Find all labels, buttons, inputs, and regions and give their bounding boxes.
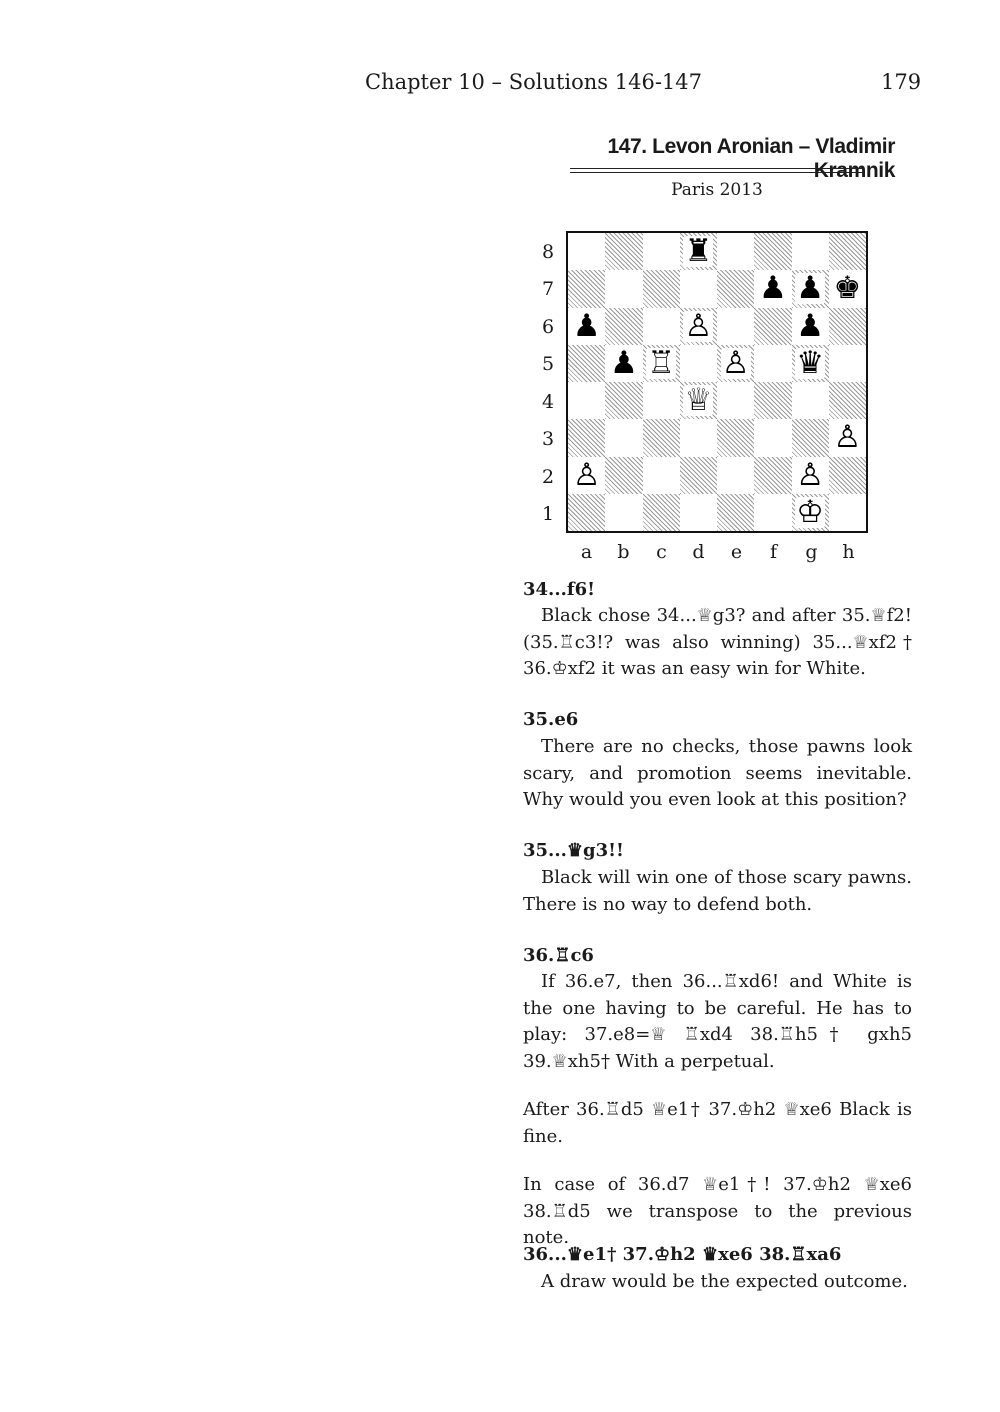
- annotation-text: A draw would be the expected outcome.: [541, 1271, 908, 1292]
- title-rule-bottom: [570, 172, 864, 173]
- square-e3: [717, 419, 754, 456]
- square-e8: [717, 233, 754, 270]
- square-d7: [680, 270, 717, 307]
- file-label: a: [580, 541, 593, 563]
- rank-label: 8: [541, 241, 555, 263]
- square-c4: [643, 382, 680, 419]
- square-a4: [568, 382, 605, 419]
- rank-label: 6: [541, 316, 555, 338]
- square-h7: [829, 270, 866, 307]
- chess-piece: ♟: [796, 270, 825, 307]
- rank-label: 7: [541, 278, 555, 300]
- square-c1: [643, 494, 680, 531]
- move-heading: 34...f6!: [523, 579, 596, 600]
- chess-piece: ♖: [647, 344, 676, 381]
- square-e4: [717, 382, 754, 419]
- square-c8: [643, 233, 680, 270]
- square-h5: [829, 345, 866, 382]
- chess-piece: ♛: [796, 344, 825, 381]
- title-rule-top: [570, 168, 864, 169]
- square-d8: [680, 233, 717, 270]
- chess-piece: ♙: [684, 307, 713, 344]
- square-c5: [643, 345, 680, 382]
- file-label: f: [769, 541, 778, 563]
- square-a7: [568, 270, 605, 307]
- square-g3: [792, 419, 829, 456]
- square-d2: [680, 457, 717, 494]
- file-label: c: [656, 541, 667, 563]
- square-g2: [792, 457, 829, 494]
- square-h8: [829, 233, 866, 270]
- rank-label: 3: [541, 428, 555, 450]
- page-number: 179: [881, 70, 922, 94]
- rank-label: 1: [541, 503, 555, 525]
- chess-board: [566, 231, 868, 533]
- square-d6: [680, 308, 717, 345]
- square-c6: [643, 308, 680, 345]
- square-f7: [754, 270, 791, 307]
- file-label: d: [692, 541, 705, 563]
- square-e7: [717, 270, 754, 307]
- move-heading: 36...♛e1† 37.♔h2 ♛xe6 38.♖xa6: [523, 1244, 842, 1265]
- chess-piece: ♟: [572, 307, 601, 344]
- square-d4: [680, 382, 717, 419]
- square-c7: [643, 270, 680, 307]
- file-label: h: [842, 541, 855, 563]
- move-heading: 36.♖c6: [523, 945, 594, 966]
- square-e2: [717, 457, 754, 494]
- square-f6: [754, 308, 791, 345]
- square-e6: [717, 308, 754, 345]
- annotation-text: After 36.♖d5 ♕e1† 37.♔h2 ♕xe6 Black is fine.: [523, 1099, 912, 1147]
- move-heading: 35.e6: [523, 709, 579, 730]
- square-a1: [568, 494, 605, 531]
- file-label: b: [617, 541, 630, 563]
- rank-label: 4: [541, 391, 555, 413]
- square-a6: [568, 308, 605, 345]
- square-f2: [754, 457, 791, 494]
- annotation-text: Black chose 34...♕g3? and after 35.♕f2! (35.♖c3!? was also winning) 35...♕xf2† 36.♔xf2 it was an easy win for White.: [523, 605, 912, 679]
- square-d5: [680, 345, 717, 382]
- chess-piece: ♙: [833, 419, 862, 456]
- square-f4: [754, 382, 791, 419]
- square-e1: [717, 494, 754, 531]
- square-f1: [754, 494, 791, 531]
- square-a5: [568, 345, 605, 382]
- square-f5: [754, 345, 791, 382]
- square-b6: [605, 308, 642, 345]
- event-line: Paris 2013: [671, 180, 763, 200]
- square-g6: [792, 308, 829, 345]
- square-c3: [643, 419, 680, 456]
- chess-piece: ♔: [796, 493, 825, 530]
- square-c2: [643, 457, 680, 494]
- square-b2: [605, 457, 642, 494]
- square-h6: [829, 308, 866, 345]
- chess-piece: ♟: [609, 344, 638, 381]
- square-h1: [829, 494, 866, 531]
- rank-label: 5: [541, 353, 555, 375]
- chess-piece: ♚: [833, 270, 862, 307]
- square-f3: [754, 419, 791, 456]
- square-b1: [605, 494, 642, 531]
- square-g7: [792, 270, 829, 307]
- chess-piece: ♙: [796, 456, 825, 493]
- file-label: e: [730, 541, 743, 563]
- square-a8: [568, 233, 605, 270]
- chess-piece: ♟: [796, 307, 825, 344]
- annotation-text: If 36.e7, then 36...♖xd6! and White is the one having to be careful. He has to play: 37.e8=♕ ♖xd4 38.♖h5† gxh5 39.♕xh5† With a perpetual.: [523, 971, 912, 1072]
- annotation-text: In case of 36.d7 ♕e1†! 37.♔h2 ♕xe6 38.♖d5 we transpose to the previous note.: [523, 1174, 912, 1248]
- rank-label: 2: [541, 466, 555, 488]
- square-a2: [568, 457, 605, 494]
- square-g1: [792, 494, 829, 531]
- square-g8: [792, 233, 829, 270]
- move-heading: 35...♛g3!!: [523, 840, 624, 861]
- running-head: Chapter 10 – Solutions 146-147: [365, 70, 703, 94]
- square-h3: [829, 419, 866, 456]
- square-h4: [829, 382, 866, 419]
- square-d1: [680, 494, 717, 531]
- annotation-text: Black will win one of those scary pawns. There is no way to defend both.: [523, 867, 912, 915]
- chess-piece: ♜: [684, 233, 713, 270]
- game-title: 147. Levon Aronian – Vladimir Kramnik: [607, 135, 895, 182]
- square-e5: [717, 345, 754, 382]
- square-d3: [680, 419, 717, 456]
- chess-piece: ♙: [572, 456, 601, 493]
- square-b7: [605, 270, 642, 307]
- annotation-text: There are no checks, those pawns look scary, and promotion seems inevitable. Why would you even look at this position?: [523, 736, 912, 810]
- square-b3: [605, 419, 642, 456]
- square-a3: [568, 419, 605, 456]
- square-g4: [792, 382, 829, 419]
- chess-piece: ♟: [758, 270, 787, 307]
- chess-piece: ♕: [684, 382, 713, 419]
- square-b8: [605, 233, 642, 270]
- square-b5: [605, 345, 642, 382]
- chess-piece: ♙: [721, 344, 750, 381]
- file-label: g: [805, 541, 818, 563]
- square-f8: [754, 233, 791, 270]
- square-b4: [605, 382, 642, 419]
- square-h2: [829, 457, 866, 494]
- square-g5: [792, 345, 829, 382]
